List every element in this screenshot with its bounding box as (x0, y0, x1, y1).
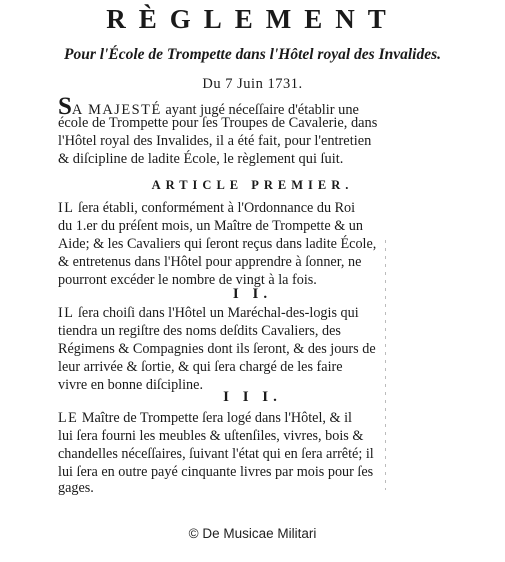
article-3-line-3: chandelles néceſſaires, ſuivant l'état qui en ſera arrêté; il (58, 446, 374, 462)
article-1-line-1 (58, 200, 355, 217)
article-1-line-5: pourront excéder le nombre de vingt à la fois. (58, 272, 317, 288)
intro-line-2: école de Trompette pour ſes Troupes de Cavalerie, dans (58, 115, 378, 131)
article-1-line-2: du 1.er du préſent mois, un Maître de Trompette & un (58, 218, 363, 234)
article-3-line-1 (58, 410, 352, 427)
article-2-line-1 (58, 305, 359, 322)
intro-line-3: l'Hôtel royal des Invalides, il a été fait, pour l'entretien (58, 133, 372, 149)
article-2-line-4: leur arrivée & ſortie, & qui ſera chargé de les faire (58, 359, 343, 375)
document-title: RÈGLEMENT (106, 4, 399, 34)
article-2-line-2: tiendra un regiſtre des noms deſdits Cavaliers, des (58, 323, 341, 339)
article-3-line-4: lui ſera en outre payé cinquante livres par mois pour ſes (58, 464, 374, 480)
article-3-lead: LE (58, 410, 79, 426)
article-1-line-1-text: ſera établi, conformément à l'Ordonnance du Roi (74, 200, 356, 216)
intro-line-4: & diſcipline de ladite École, le règlement qui ſuit. (58, 151, 344, 167)
article-2-line-1-text: ſera choiſi dans l'Hôtel un Maréchal-des-logis qui (74, 305, 359, 321)
gutter-dotted-line (385, 240, 386, 490)
article-1-lead: IL (58, 200, 75, 216)
document-date: Du 7 Juin 1731. (202, 76, 303, 92)
article-2-heading: I I. (232, 286, 273, 302)
article-1-heading: ARTICLE PREMIER. (151, 178, 354, 192)
intro-line-1-text: ayant jugé néceſſaire d'établir une (161, 102, 359, 118)
copyright-notice: © De Musicae Militari (188, 526, 317, 541)
article-3-heading: I I I. (223, 389, 282, 405)
article-1-line-4: & entretenus dans l'Hôtel pour apprendre à ſonner, ne (58, 254, 362, 270)
article-3-line-2: lui ſera fourni les meubles & uſtenſiles, vivres, bois & (58, 428, 364, 444)
intro-lead: A MAJESTÉ (71, 102, 162, 118)
article-1-line-3: Aide; & les Cavaliers qui ſeront reçus dans ladite École, (58, 236, 377, 252)
article-2-lead: IL (58, 305, 75, 321)
document-subtitle: Pour l'École de Trompette dans l'Hôtel royal des Invalides. (64, 46, 441, 63)
article-2-line-3: Régimens & Compagnies dont ils ſeront, & des jours de (58, 341, 376, 357)
intro-dropcap: S (58, 93, 72, 120)
article-3-line-5: gages. (58, 480, 94, 496)
article-3-line-1-text: Maître de Trompette ſera logé dans l'Hôtel, & il (78, 410, 352, 426)
article-2-line-5: vivre en bonne diſcipline. (58, 377, 203, 393)
